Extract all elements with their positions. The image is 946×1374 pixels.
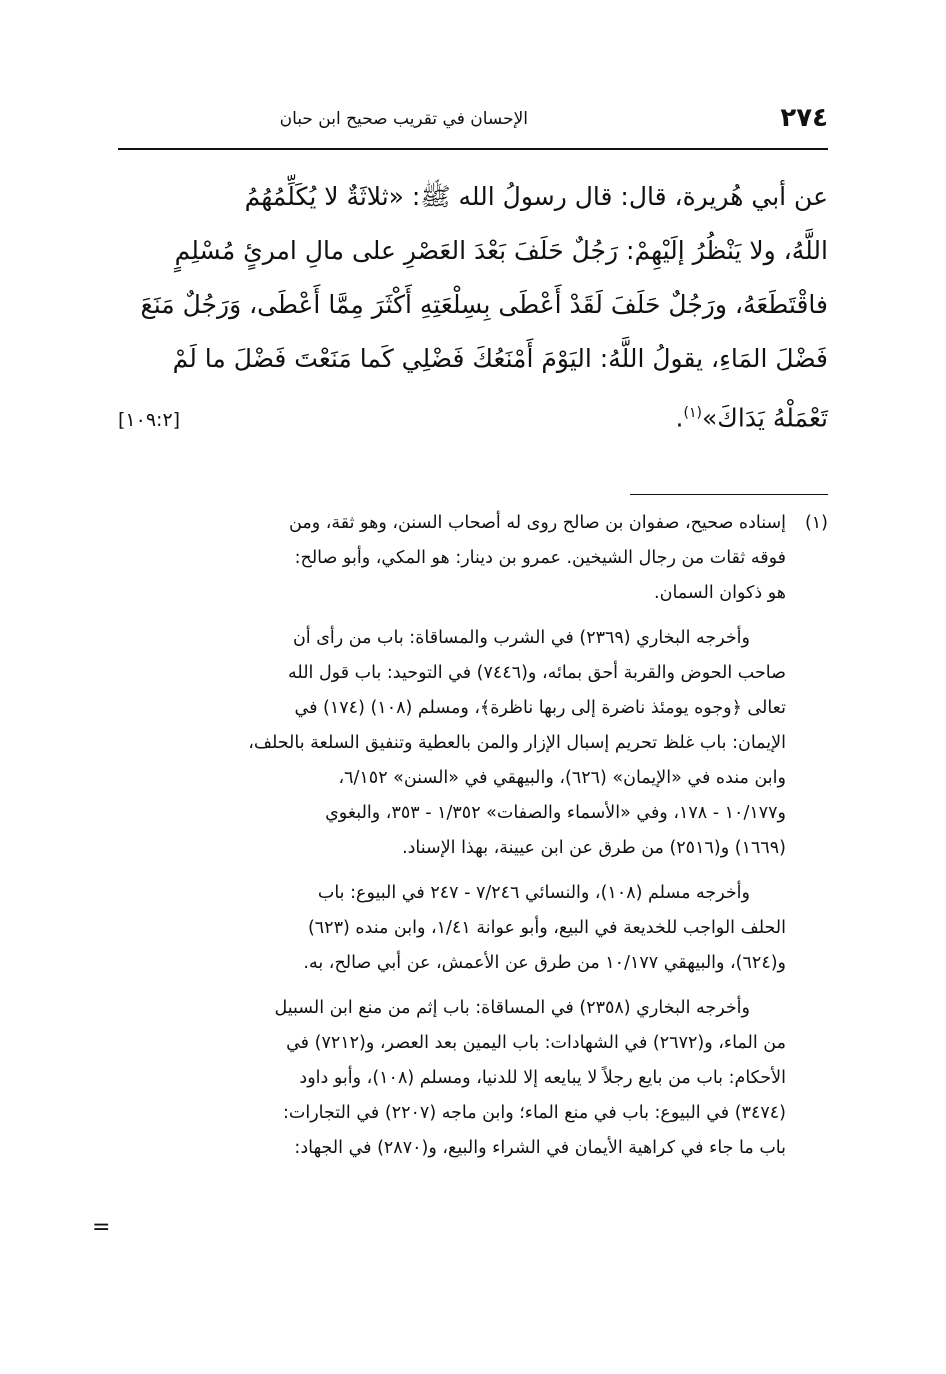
hadith-line: عن أبي هُريرة، قال: قال رسولُ الله ﷺ: «ثلاثَةٌ لا يُكَلِّمُهُمُ [244,182,828,211]
footnote-line: الحلف الواجب للخديعة في البيع، وأبو عوانة ١/٤١، وابن منده (٦٢٣) [307,918,786,938]
footnote-line: الإيمان: باب غلظ تحريم إسبال الإزار والمن بالعطية وتنفيق السلعة بالحلف، [248,733,786,753]
hadith-line: فاقْتَطَعَهُ، ورَجُلٌ حَلَفَ لَقَدْ أَعْطَى بِسِلْعَتِهِ أَكْثَرَ مِمَّا أَعْطَى، وَرَجُلٌ مَنَعَ [140,290,828,319]
footnote-line: هو ذكوان السمان. [654,583,786,603]
page-header [118,103,828,141]
footnote-paragraph [118,506,828,611]
hadith-line: اللَّهُ، ولا يَنْظُرُ إلَيْهِمْ: رَجُلٌ حَلَفَ بَعْدَ العَصْرِ على مالِ امرئٍ مُسْلِمٍ [174,236,828,265]
footnote-paragraph [118,991,828,1166]
running-title: الإحسان في تقريب صحيح ابن حبان [279,109,528,129]
footnote-line: (٣٤٧٤) في البيوع: باب في منع الماء؛ وابن ماجه (٢٢٠٧) في التجارات: [283,1103,786,1123]
hadith-text [118,170,828,440]
footnote-line: وأخرجه البخاري (٢٣٥٨) في المساقاة: باب إثم من منع ابن السبيل [274,998,750,1018]
footnote-line: إسناده صحيح، صفوان بن صالح روى له أصحاب السنن، وهو ثقة، ومن [289,513,786,533]
footnote-marker[interactable]: (١) [683,405,702,421]
footnote-divider [630,494,828,495]
footnote-line: الأحكام: باب من بايع رجلاً لا يبايعه إلا للدنيا، ومسلم (١٠٨)، وأبو داود [299,1068,786,1088]
footnote-line: فوقه ثقات من رجال الشيخين. عمرو بن دينار: هو المكي، وأبو صالح: [294,548,786,568]
page-number: ٢٧٤ [780,103,828,133]
footnote-line: صاحب الحوض والقربة أحق بمائه، و(٧٤٤٦) في التوحيد: باب قول الله [288,663,786,683]
footnote-line: وابن منده في «الإيمان» (٦٢٦)، والبيهقي في «السنن» ٦/١٥٢، [338,768,786,788]
footnote-line: (١٦٦٩) و(٢٥١٦) من طرق عن ابن عيينة، بهذا الإسناد. [402,838,786,858]
footnote-line: تعالى ﴿وجوه يومئذ ناضرة إلى ربها ناظرة﴾، ومسلم (١٠٨) (١٧٤) في [294,698,786,718]
footnote-paragraph [118,876,828,981]
header-divider [118,148,828,150]
hadith-last-line [118,386,828,440]
hadith-reference: [١٠٩:٢] [118,409,181,432]
footnote-paragraph [118,621,828,866]
footnote-line: باب ما جاء في كراهية الأيمان في الشراء والبيع، و(٢٨٧٠) في الجهاد: [294,1138,786,1158]
footnote-number: (١) [804,513,828,533]
footnote-line: وأخرجه مسلم (١٠٨)، والنسائي ٧/٢٤٦ - ٢٤٧ في البيوع: باب [317,883,750,903]
hadith-line: تَعْمَلْهُ يَدَاكَ» [701,403,828,433]
footnote-line: و(٦٢٤)، والبيهقي ١٠/١٧٧ من طرق عن الأعمش، عن أبي صالح، به. [303,953,786,973]
footnote-line: و١٠/١٧٧ - ١٧٨، وفي «الأسماء والصفات» ١/٣٥٢ - ٣٥٣، والبغوي [325,803,786,823]
continuation-mark: = [92,1215,111,1240]
footnotes [118,506,828,1176]
footnote-line: من الماء، و(٢٦٧٢) في الشهادات: باب اليمين بعد العصر، و(٧٢١٢) في [286,1033,786,1053]
footnote-line: وأخرجه البخاري (٢٣٦٩) في الشرب والمساقاة: باب من رأى أن [292,628,750,648]
hadith-line: فَضْلَ المَاءِ، يقولُ اللَّهُ: اليَوْمَ أَمْنَعُكَ فَضْلِي كَما مَنَعْتَ فَضْلَ ما لَمْ [172,344,828,373]
end-period: . [675,403,684,433]
